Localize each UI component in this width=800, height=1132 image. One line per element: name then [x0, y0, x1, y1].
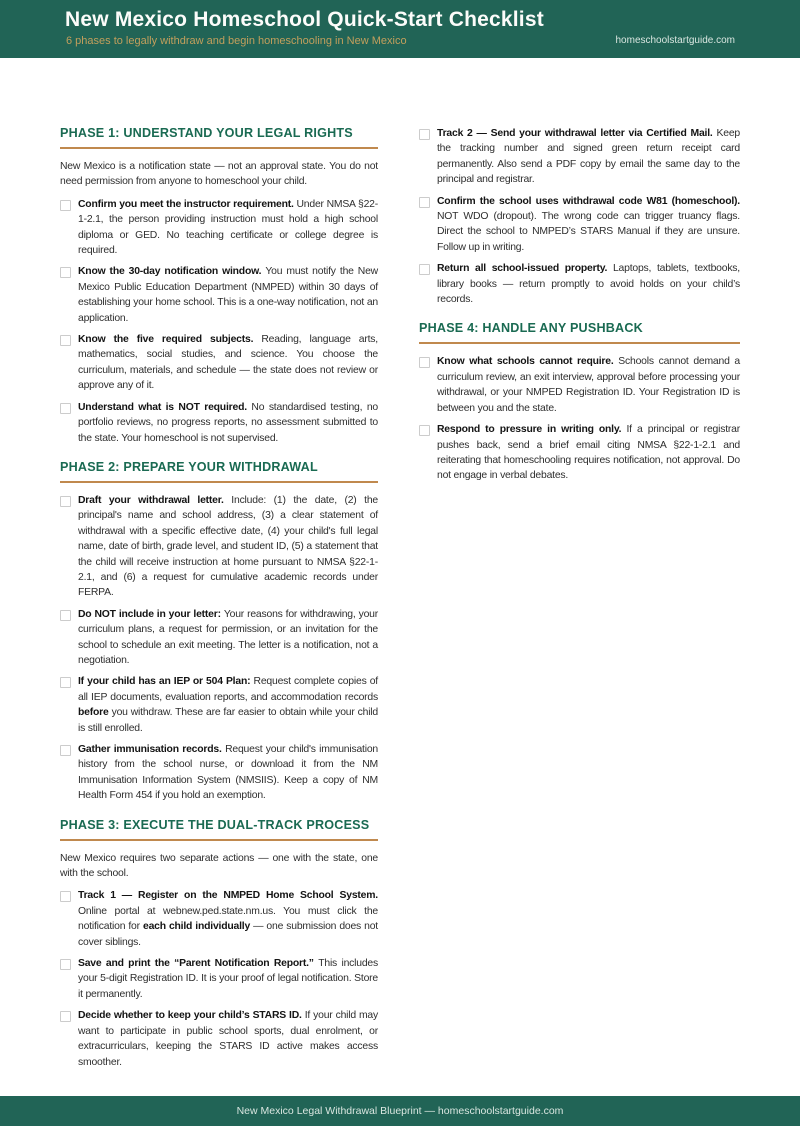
- footer-text: New Mexico Legal Withdrawal Blueprint — homeschoolstartguide.com: [236, 1105, 564, 1117]
- item-lead: If your child has an IEP or 504 Plan:: [78, 676, 254, 688]
- checklist-item: [60, 197, 378, 259]
- item-body-segment: Keep the tracking number and signed green return receipt card permanently. Also send a PDF copy by email the same day to the principal and registrar.: [437, 128, 740, 186]
- item-body-segment: before: [78, 707, 109, 719]
- item-lead: Confirm you meet the instructor requirement.: [78, 198, 297, 210]
- checklist-item-text: [437, 261, 740, 307]
- checklist-item: [60, 674, 378, 736]
- item-lead: Draft your withdrawal letter.: [78, 494, 232, 506]
- checkbox-icon[interactable]: [419, 357, 430, 368]
- phase-heading: PHASE 4: HANDLE ANY PUSHBACK: [419, 321, 643, 336]
- checklist-item-text: [78, 674, 378, 736]
- item-body-segment: If a principal or registrar pushes back, send a brief email citing NMSA §22-1-2.1 and reiterating that homeschooling requires notification, not approval. Do not engage in verbal debates.: [437, 424, 740, 482]
- section-intro: New Mexico is a notification state — not an approval state. You do not need permission from anyone to homeschool your child.: [60, 161, 378, 188]
- item-body-segment: Request complete copies of all IEP documents, evaluation reports, and accommodation records: [78, 676, 378, 703]
- header-site-url: homeschoolstartguide.com: [615, 35, 735, 46]
- item-lead: Respond to pressure in writing only.: [437, 424, 627, 436]
- checklist-item: [419, 194, 740, 256]
- phase-heading: PHASE 3: EXECUTE THE DUAL-TRACK PROCESS: [60, 817, 370, 832]
- section-rule: [60, 481, 378, 483]
- section-rule: [60, 839, 378, 841]
- checkbox-icon[interactable]: [419, 264, 430, 275]
- phase-section: [60, 126, 378, 446]
- item-body-segment: you withdraw. These are far easier to obtain while your child is still enrolled.: [78, 707, 378, 734]
- checklist-item-text: [78, 493, 378, 601]
- item-body-segment: If your child may want to participate in public school sports, dual enrolment, or extracurriculars, keeping the STARS ID active makes access smoother.: [78, 1010, 379, 1068]
- checklist-item-text: [78, 400, 378, 446]
- checkbox-icon[interactable]: [60, 959, 71, 970]
- phase-section: [419, 321, 740, 483]
- item-lead: Know the 30-day notification window.: [78, 266, 266, 278]
- phase-heading: PHASE 1: UNDERSTAND YOUR LEGAL RIGHTS: [60, 126, 353, 140]
- item-lead: Understand what is NOT required.: [78, 401, 252, 413]
- checklist-item-text: [78, 956, 378, 1002]
- checklist-item: [60, 264, 378, 326]
- item-lead: Gather immunisation records.: [78, 744, 226, 755]
- checkbox-icon[interactable]: [60, 200, 71, 211]
- page-title: New Mexico Homeschool Quick-Start Checklist: [65, 8, 544, 31]
- checklist-item: [419, 126, 740, 188]
- checklist-item: [60, 493, 378, 601]
- item-body-segment: You must notify the New Mexico Public Education Department (NMPED) within 30 days of establishing your home school. This is a one-way notification, not an application.: [78, 266, 378, 324]
- item-lead: Return all school-issued property.: [437, 263, 613, 275]
- item-body-segment: Reading, language arts, mathematics, social studies, and science. You choose the curriculum, materials, and schedule — the state does not review or approve any of it.: [78, 334, 378, 392]
- item-body-segment: No standardised testing, no portfolio reviews, no progress reports, no assessment submitted to the state. Your homeschool is not supervised.: [78, 401, 378, 444]
- checklist-item: [60, 607, 378, 669]
- section-intro: New Mexico requires two separate actions — one with the state, one with the school.: [60, 852, 378, 880]
- item-lead: Track 2 — Send your withdrawal letter via Certified Mail.: [437, 128, 717, 139]
- checkbox-icon[interactable]: [60, 403, 71, 414]
- item-lead: Track 1 — Register on the NMPED Home School System.: [78, 890, 378, 902]
- checkbox-icon[interactable]: [419, 197, 430, 208]
- page-subtitle: 6 phases to legally withdraw and begin homeschooling in New Mexico: [66, 35, 407, 47]
- checkbox-icon[interactable]: [60, 1011, 71, 1022]
- checklist-item-text: [437, 126, 740, 188]
- checklist-item: [60, 332, 378, 394]
- checklist-item-text: [78, 607, 378, 669]
- checklist-item-text: [78, 197, 378, 259]
- item-body-segment: Under NMSA §22-1-2.1, the person providing instruction must hold a high school diploma or GED. No teaching certificate or college degree is required.: [78, 198, 378, 257]
- checklist-item-text: [78, 332, 378, 394]
- item-lead: Save and print the “Parent Notification Report.”: [78, 958, 319, 970]
- phase-section: [60, 460, 378, 804]
- checklist-item-text: [78, 742, 378, 804]
- left-column: [60, 126, 378, 1076]
- checkbox-icon[interactable]: [60, 891, 71, 902]
- checkbox-icon[interactable]: [60, 496, 71, 507]
- checklist-item: [419, 261, 740, 307]
- checklist-item: [60, 400, 378, 446]
- item-body-segment: Your reasons for withdrawing, your curriculum plans, a request for permission, or an invitation for the school to schedule an exit meeting. The letter is a notification, not a negotiation.: [78, 608, 378, 666]
- checklist-item-text: [437, 194, 740, 256]
- right-column: [419, 126, 740, 490]
- checklist-item-text: [78, 1008, 378, 1070]
- checkbox-icon[interactable]: [419, 425, 430, 436]
- checklist-item-text: [78, 264, 378, 326]
- page-header: [0, 0, 800, 58]
- phase-heading: PHASE 2: PREPARE YOUR WITHDRAWAL: [60, 459, 318, 474]
- item-body-segment: Online portal at webnew.ped.state.nm.us. You must click the notification for: [78, 905, 378, 933]
- checkbox-icon[interactable]: [60, 677, 71, 688]
- checklist-item: [60, 888, 378, 950]
- item-body-segment: — one submission does not cover siblings.: [78, 921, 378, 948]
- item-body-segment: Laptops, tablets, textbooks, library books — return promptly to avoid holds on your child’s records.: [437, 263, 740, 306]
- checkbox-icon[interactable]: [419, 129, 430, 140]
- item-lead: Do NOT include in your letter:: [78, 608, 224, 620]
- checklist-item: [60, 742, 378, 804]
- item-lead: Decide whether to keep your child’s STARS ID.: [78, 1010, 305, 1022]
- phase-section: [419, 126, 740, 307]
- checkbox-icon[interactable]: [60, 267, 71, 278]
- checklist-item: [60, 1008, 378, 1070]
- item-body-segment: each child individually: [142, 921, 251, 933]
- section-rule: [419, 342, 740, 344]
- item-lead: Confirm the school uses withdrawal code W81 (homeschool).: [437, 195, 740, 207]
- checklist-item-text: [437, 422, 740, 484]
- item-body-segment: Schools cannot demand a curriculum review, an exit interview, approval before processing your withdrawal, or your NMPED Registration ID. Your Registration ID is between you and the state.: [437, 356, 740, 414]
- checkbox-icon[interactable]: [60, 610, 71, 621]
- item-body-segment: NOT WDO (dropout). The wrong code can trigger truancy flags. Direct the school to NMPED’s STARS Manual if they are unsure. Follow up in writing.: [437, 211, 740, 253]
- item-lead: Know the five required subjects.: [78, 334, 262, 346]
- item-body-segment: Request your child's immunisation history from the school nurse, or download it from the NM Immunisation Information System (NMSIIS). Keep a copy of NM Health Form 454 if you hold an exemption.: [78, 744, 378, 802]
- checklist-item: [419, 354, 740, 416]
- phase-section: [60, 818, 378, 1070]
- item-body-segment: This includes your 5-digit Registration ID. It is your proof of legal notification. Store it permanently.: [78, 958, 378, 1000]
- checklist-item: [60, 956, 378, 1002]
- page-footer: [0, 1096, 800, 1126]
- section-rule: [60, 147, 378, 149]
- checkbox-icon[interactable]: [60, 745, 71, 756]
- checklist-item: [419, 422, 740, 484]
- checklist-item-text: [437, 354, 740, 416]
- item-body-segment: Include: (1) the date, (2) the principal's name and school address, (3) a clear statement of withdrawal with a specific effective date, (4) your child's full legal name, date of birth, grade level, and student ID, (5) a statement that the child will receive instruction at home pursuant to NMSA §22-1-2.1, and (6) a request for cumulative academic records under FERPA.: [78, 494, 378, 599]
- checklist-item-text: [78, 888, 378, 950]
- checkbox-icon[interactable]: [60, 335, 71, 346]
- item-lead: Know what schools cannot require.: [437, 356, 619, 368]
